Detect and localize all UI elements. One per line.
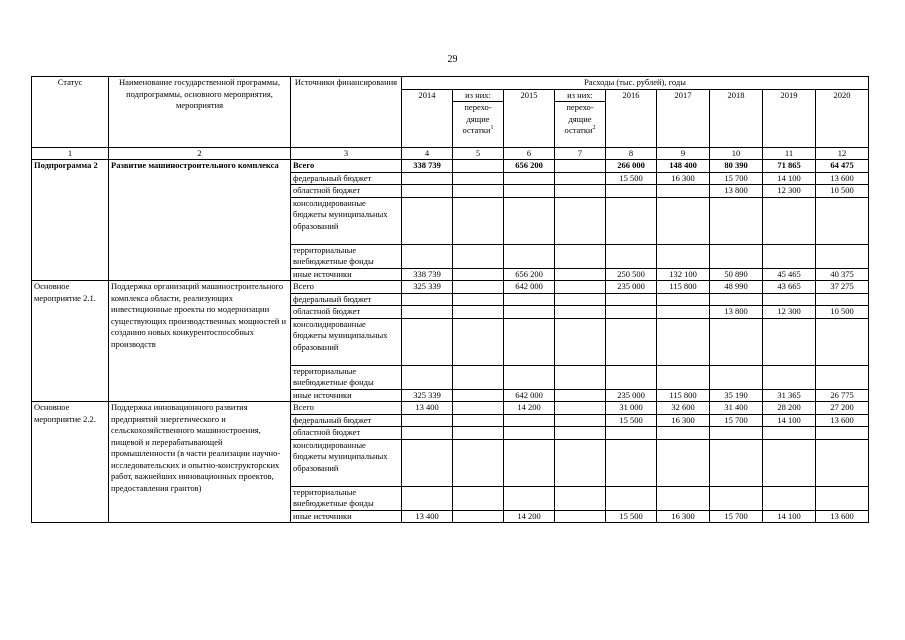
value-cell bbox=[816, 486, 869, 510]
source-cell: Всего bbox=[291, 281, 402, 294]
value-cell: 13 800 bbox=[710, 185, 763, 198]
value-cell bbox=[555, 293, 606, 306]
value-cell: 250 500 bbox=[606, 268, 657, 281]
value-cell bbox=[816, 427, 869, 440]
value-cell bbox=[763, 427, 816, 440]
value-cell bbox=[453, 197, 504, 244]
value-cell bbox=[453, 185, 504, 198]
value-cell bbox=[555, 197, 606, 244]
value-cell: 31 000 bbox=[606, 402, 657, 415]
value-cell bbox=[453, 318, 504, 365]
source-cell: Всего bbox=[291, 402, 402, 415]
value-cell bbox=[402, 185, 453, 198]
value-cell bbox=[402, 427, 453, 440]
value-cell: 15 700 bbox=[710, 414, 763, 427]
value-cell bbox=[816, 293, 869, 306]
value-cell bbox=[763, 318, 816, 365]
value-cell bbox=[657, 318, 710, 365]
value-cell: 12 300 bbox=[763, 185, 816, 198]
value-cell bbox=[606, 427, 657, 440]
value-cell: 27 200 bbox=[816, 402, 869, 415]
name-cell: Развитие машиностроительного комплекса bbox=[109, 160, 291, 281]
value-cell bbox=[453, 510, 504, 523]
value-cell bbox=[816, 439, 869, 486]
value-cell: 10 500 bbox=[816, 306, 869, 319]
value-cell: 15 500 bbox=[606, 510, 657, 523]
value-cell bbox=[453, 414, 504, 427]
value-cell: 325 339 bbox=[402, 281, 453, 294]
value-cell: 13 400 bbox=[402, 510, 453, 523]
value-cell bbox=[657, 486, 710, 510]
value-cell bbox=[402, 293, 453, 306]
header-year-2018: 2018 bbox=[710, 89, 763, 147]
value-cell bbox=[816, 318, 869, 365]
value-cell bbox=[402, 244, 453, 268]
value-cell bbox=[606, 244, 657, 268]
value-cell bbox=[453, 268, 504, 281]
source-cell: федеральный бюджет bbox=[291, 414, 402, 427]
source-cell: областной бюджет bbox=[291, 427, 402, 440]
value-cell bbox=[453, 306, 504, 319]
value-cell bbox=[606, 365, 657, 389]
value-cell bbox=[555, 160, 606, 173]
value-cell bbox=[555, 439, 606, 486]
value-cell bbox=[402, 318, 453, 365]
header-year-2017: 2017 bbox=[657, 89, 710, 147]
header-carryover-1 bbox=[453, 89, 504, 147]
value-cell bbox=[453, 486, 504, 510]
value-cell bbox=[763, 244, 816, 268]
value-cell bbox=[710, 427, 763, 440]
value-cell: 115 800 bbox=[657, 389, 710, 402]
column-number: 2 bbox=[109, 147, 291, 160]
column-number: 6 bbox=[504, 147, 555, 160]
value-cell: 13 800 bbox=[710, 306, 763, 319]
value-cell bbox=[710, 197, 763, 244]
value-cell: 14 100 bbox=[763, 414, 816, 427]
source-cell: консолидированные бюджеты муниципальных образований bbox=[291, 318, 402, 365]
value-cell: 16 300 bbox=[657, 172, 710, 185]
value-cell bbox=[606, 439, 657, 486]
column-number: 5 bbox=[453, 147, 504, 160]
value-cell bbox=[453, 244, 504, 268]
value-cell: 80 390 bbox=[710, 160, 763, 173]
footnote-1-mark: 1 bbox=[490, 125, 494, 132]
value-cell bbox=[763, 293, 816, 306]
value-cell: 338 739 bbox=[402, 268, 453, 281]
value-cell bbox=[710, 293, 763, 306]
column-number: 8 bbox=[606, 147, 657, 160]
table-row bbox=[32, 281, 869, 294]
header-year-2016: 2016 bbox=[606, 89, 657, 147]
header-expenses: Расходы (тыс. рублей), годы bbox=[402, 77, 869, 90]
value-cell bbox=[555, 281, 606, 294]
value-cell bbox=[453, 172, 504, 185]
value-cell bbox=[555, 268, 606, 281]
table-row bbox=[32, 160, 869, 173]
source-cell: Всего bbox=[291, 160, 402, 173]
value-cell: 32 600 bbox=[657, 402, 710, 415]
value-cell bbox=[606, 293, 657, 306]
value-cell bbox=[402, 172, 453, 185]
value-cell bbox=[402, 439, 453, 486]
value-cell bbox=[504, 185, 555, 198]
value-cell bbox=[710, 439, 763, 486]
value-cell bbox=[402, 486, 453, 510]
source-cell: иные источники bbox=[291, 268, 402, 281]
column-number: 4 bbox=[402, 147, 453, 160]
status-cell: Основное мероприятие 2.2. bbox=[32, 402, 109, 523]
value-cell bbox=[657, 293, 710, 306]
column-number: 7 bbox=[555, 147, 606, 160]
value-cell bbox=[453, 402, 504, 415]
column-number: 9 bbox=[657, 147, 710, 160]
value-cell bbox=[763, 486, 816, 510]
value-cell bbox=[555, 414, 606, 427]
value-cell: 12 300 bbox=[763, 306, 816, 319]
value-cell bbox=[710, 244, 763, 268]
value-cell: 656 200 bbox=[504, 268, 555, 281]
value-cell bbox=[504, 172, 555, 185]
value-cell bbox=[657, 439, 710, 486]
value-cell bbox=[504, 427, 555, 440]
column-numbers-row bbox=[32, 147, 869, 160]
value-cell: 656 200 bbox=[504, 160, 555, 173]
value-cell bbox=[504, 197, 555, 244]
value-cell bbox=[504, 306, 555, 319]
column-number: 3 bbox=[291, 147, 402, 160]
name-cell: Поддержка организаций машиностроительного комплекса области, реализующих инвестиционные проекты по модернизации существующих производственных мощностей и созданию новых конкурентоспособных производств bbox=[109, 281, 291, 402]
value-cell: 15 500 bbox=[606, 414, 657, 427]
value-cell bbox=[657, 306, 710, 319]
column-number: 10 bbox=[710, 147, 763, 160]
table-row bbox=[32, 402, 869, 415]
source-cell: территориальные внебюджетные фонды bbox=[291, 365, 402, 389]
header-of-which-2: из них: bbox=[555, 90, 605, 103]
value-cell: 71 865 bbox=[763, 160, 816, 173]
value-cell bbox=[555, 306, 606, 319]
value-cell: 14 100 bbox=[763, 510, 816, 523]
value-cell: 325 339 bbox=[402, 389, 453, 402]
value-cell: 13 600 bbox=[816, 172, 869, 185]
value-cell: 13 600 bbox=[816, 510, 869, 523]
column-number: 11 bbox=[763, 147, 816, 160]
value-cell bbox=[710, 486, 763, 510]
column-number: 12 bbox=[816, 147, 869, 160]
value-cell: 13 600 bbox=[816, 414, 869, 427]
header-status: Статус bbox=[32, 77, 109, 148]
header-year-2014: 2014 bbox=[402, 89, 453, 147]
source-cell: иные источники bbox=[291, 510, 402, 523]
value-cell: 50 890 bbox=[710, 268, 763, 281]
value-cell bbox=[453, 160, 504, 173]
value-cell bbox=[555, 389, 606, 402]
value-cell bbox=[816, 365, 869, 389]
value-cell: 26 775 bbox=[816, 389, 869, 402]
value-cell bbox=[555, 172, 606, 185]
value-cell bbox=[453, 389, 504, 402]
value-cell: 115 800 bbox=[657, 281, 710, 294]
value-cell bbox=[504, 244, 555, 268]
value-cell: 64 475 bbox=[816, 160, 869, 173]
value-cell bbox=[606, 486, 657, 510]
value-cell bbox=[555, 402, 606, 415]
header-year-2020: 2020 bbox=[816, 89, 869, 147]
header-carryover-1-label: перехо-дящие остатки bbox=[462, 102, 492, 135]
header-carryover-2 bbox=[555, 89, 606, 147]
value-cell: 37 275 bbox=[816, 281, 869, 294]
source-cell: консолидированные бюджеты муниципальных образований bbox=[291, 439, 402, 486]
value-cell: 14 200 bbox=[504, 510, 555, 523]
value-cell: 642 000 bbox=[504, 281, 555, 294]
value-cell: 14 100 bbox=[763, 172, 816, 185]
value-cell bbox=[710, 365, 763, 389]
value-cell: 13 400 bbox=[402, 402, 453, 415]
value-cell: 235 000 bbox=[606, 281, 657, 294]
source-cell: иные источники bbox=[291, 389, 402, 402]
value-cell bbox=[504, 293, 555, 306]
source-cell: территориальные внебюджетные фонды bbox=[291, 486, 402, 510]
value-cell: 28 200 bbox=[763, 402, 816, 415]
value-cell bbox=[657, 197, 710, 244]
value-cell bbox=[606, 185, 657, 198]
header-carryover-2-label: перехо-дящие остатки bbox=[564, 102, 594, 135]
value-cell bbox=[555, 185, 606, 198]
value-cell: 15 700 bbox=[710, 510, 763, 523]
header-sources: Источники финансирования bbox=[291, 77, 402, 148]
value-cell bbox=[504, 439, 555, 486]
value-cell bbox=[555, 365, 606, 389]
header-of-which-1: из них: bbox=[453, 90, 503, 103]
header-year-2015: 2015 bbox=[504, 89, 555, 147]
source-cell: консолидированные бюджеты муниципальных образований bbox=[291, 197, 402, 244]
value-cell bbox=[657, 365, 710, 389]
source-cell: территориальные внебюджетные фонды bbox=[291, 244, 402, 268]
header-year-2019: 2019 bbox=[763, 89, 816, 147]
value-cell bbox=[606, 197, 657, 244]
value-cell: 45 465 bbox=[763, 268, 816, 281]
value-cell: 43 665 bbox=[763, 281, 816, 294]
budget-table bbox=[31, 76, 869, 523]
value-cell: 15 500 bbox=[606, 172, 657, 185]
value-cell: 35 190 bbox=[710, 389, 763, 402]
value-cell: 14 200 bbox=[504, 402, 555, 415]
value-cell bbox=[816, 244, 869, 268]
value-cell bbox=[606, 306, 657, 319]
source-cell: федеральный бюджет bbox=[291, 293, 402, 306]
value-cell: 48 990 bbox=[710, 281, 763, 294]
value-cell bbox=[453, 293, 504, 306]
status-cell: Подпрограмма 2 bbox=[32, 160, 109, 281]
value-cell bbox=[555, 486, 606, 510]
value-cell bbox=[453, 281, 504, 294]
status-cell: Основное мероприятие 2.1. bbox=[32, 281, 109, 402]
value-cell bbox=[402, 365, 453, 389]
value-cell: 15 700 bbox=[710, 172, 763, 185]
value-cell: 31 400 bbox=[710, 402, 763, 415]
value-cell bbox=[504, 365, 555, 389]
value-cell: 148 400 bbox=[657, 160, 710, 173]
value-cell bbox=[657, 185, 710, 198]
value-cell bbox=[555, 318, 606, 365]
value-cell bbox=[453, 427, 504, 440]
source-cell: федеральный бюджет bbox=[291, 172, 402, 185]
value-cell bbox=[453, 365, 504, 389]
value-cell bbox=[763, 439, 816, 486]
value-cell: 642 000 bbox=[504, 389, 555, 402]
value-cell bbox=[402, 197, 453, 244]
value-cell bbox=[657, 244, 710, 268]
value-cell bbox=[606, 318, 657, 365]
footnote-2-mark: 2 bbox=[592, 125, 596, 132]
value-cell bbox=[504, 486, 555, 510]
value-cell bbox=[453, 439, 504, 486]
source-cell: областной бюджет bbox=[291, 306, 402, 319]
value-cell bbox=[402, 306, 453, 319]
value-cell bbox=[504, 318, 555, 365]
header-name: Наименование государственной программы, подпрограммы, основного мероприятия, мероприятия bbox=[109, 77, 291, 148]
value-cell: 31 365 bbox=[763, 389, 816, 402]
value-cell: 16 300 bbox=[657, 510, 710, 523]
value-cell bbox=[555, 427, 606, 440]
value-cell bbox=[555, 510, 606, 523]
page-number: 29 bbox=[447, 54, 458, 65]
value-cell: 10 500 bbox=[816, 185, 869, 198]
value-cell bbox=[763, 197, 816, 244]
value-cell bbox=[763, 365, 816, 389]
value-cell bbox=[555, 244, 606, 268]
value-cell: 235 000 bbox=[606, 389, 657, 402]
value-cell bbox=[657, 427, 710, 440]
value-cell: 132 100 bbox=[657, 268, 710, 281]
value-cell bbox=[504, 414, 555, 427]
value-cell bbox=[816, 197, 869, 244]
column-number: 1 bbox=[32, 147, 109, 160]
value-cell: 338 739 bbox=[402, 160, 453, 173]
value-cell bbox=[710, 318, 763, 365]
value-cell: 266 000 bbox=[606, 160, 657, 173]
value-cell: 40 375 bbox=[816, 268, 869, 281]
name-cell: Поддержка инновационного развития предприятий энергетического и сельскохозяйственного машиностроения, пищевой и перерабатывающей промышленности (в части реализации научно-исследовательских и опытно-конструкторских работ, важнейших инновационных проектов, предоставления грантов) bbox=[109, 402, 291, 523]
value-cell bbox=[402, 414, 453, 427]
source-cell: областной бюджет bbox=[291, 185, 402, 198]
value-cell: 16 300 bbox=[657, 414, 710, 427]
